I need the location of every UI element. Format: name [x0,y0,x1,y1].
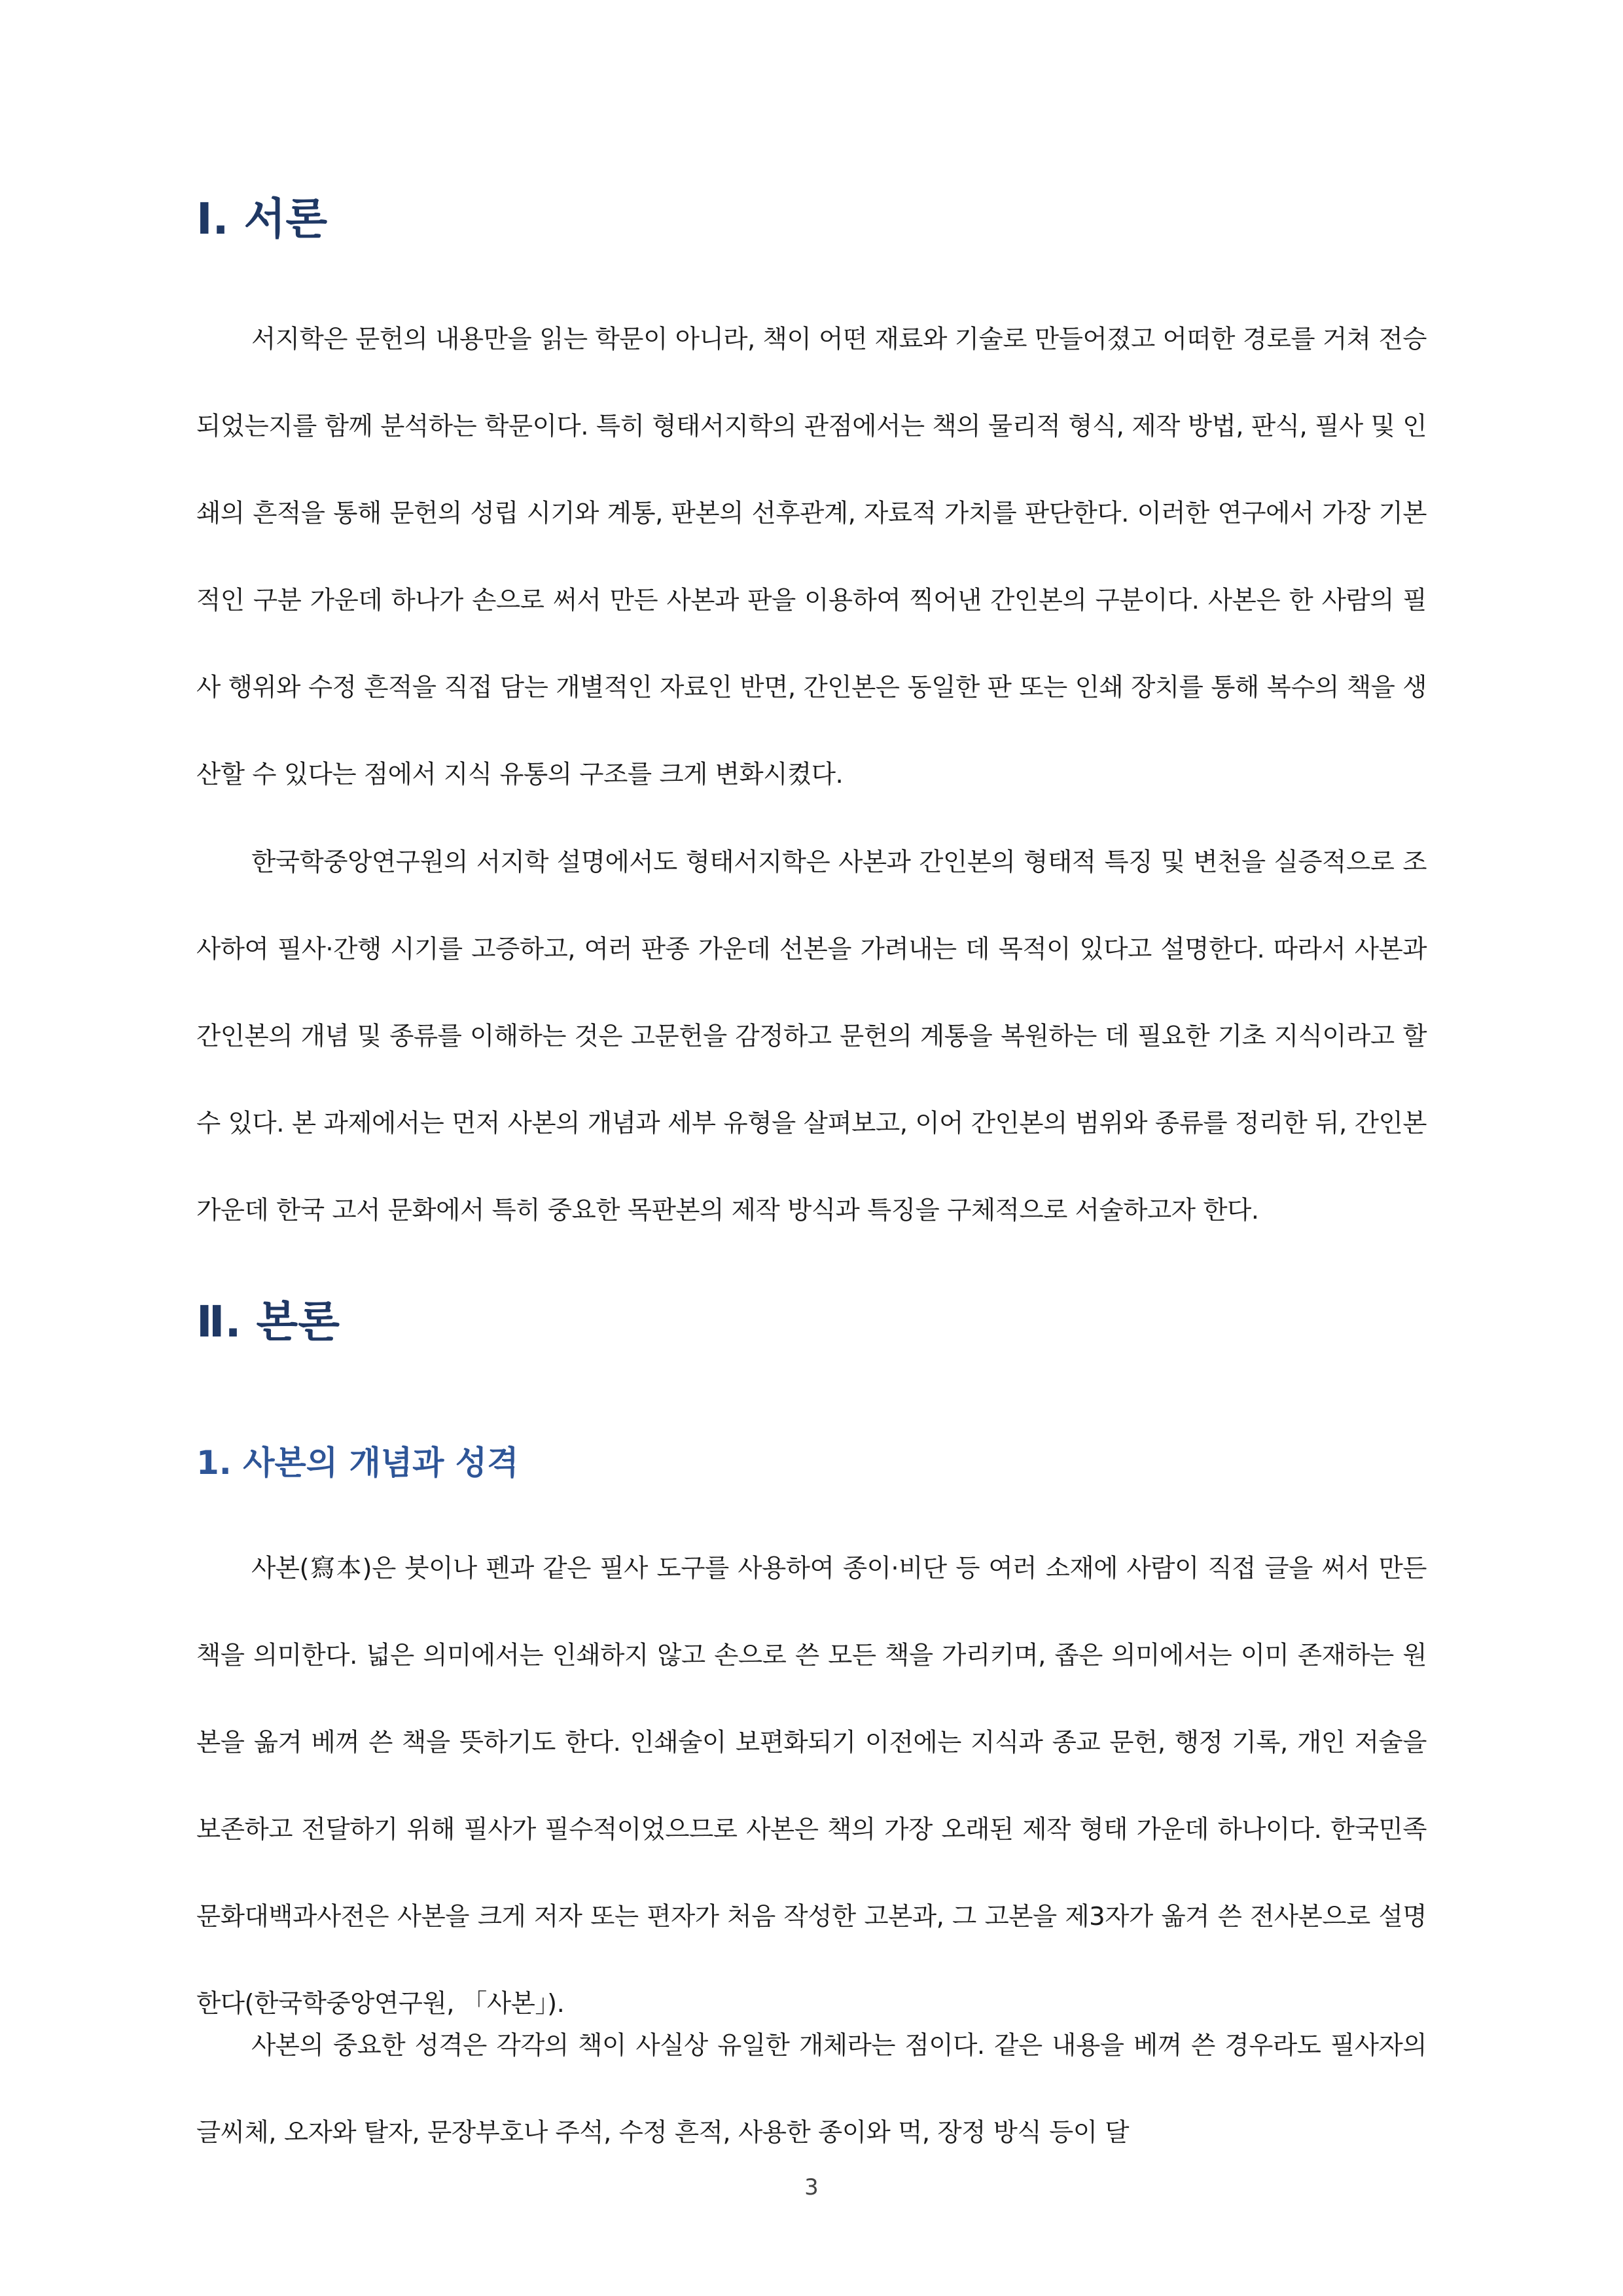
page-number: 3 [804,2174,819,2200]
section-heading-body: Ⅱ. 본론 [196,1297,340,1347]
body-paragraph-2: 사본의 중요한 성격은 각각의 책이 사실상 유일한 개체라는 점이다. 같은 내용을 베껴 쓴 경우라도 필사자의 글씨체, 오자와 탈자, 문장부호나 주석, 수정 흔적, 사용한 종이와 먹, 장정 방식 등이 달 [196,2031,1427,2147]
body-paragraph-1: 사본(寫本)은 붓이나 펜과 같은 필사 도구를 사용하여 종이·비단 등 여러 소재에 사람이 직접 글을 써서 만든 책을 의미한다. 넓은 의미에서는 인쇄하지 않고 손으로 쓴 모든 책을 가리키며, 좁은 의미에서는 이미 존재하는 원본을 옮겨 베껴 쓴 책을 뜻하기도 한다. 인쇄술이 보편화되기 이전에는 지식과 종교 문헌, 행정 기록, 개인 저술을 보존하고 전달하기 위해 필사가 필수적이었으므로 사본은 책의 가장 오래된 제작 형태 가운데 하나이다. 한국민족문화대백과사전은 사본을 크게 저자 또는 편자가 처음 작성한 고본과, 그 고본을 제3자가 옮겨 쓴 전사본으로 설명한다(한국학중앙연구원, 「사본」). [196,1554,1427,2018]
section-heading-introduction: Ⅰ. 서론 [196,194,328,244]
intro-paragraph-2: 한국학중앙연구원의 서지학 설명에서도 형태서지학은 사본과 간인본의 형태적 특징 및 변천을 실증적으로 조사하여 필사·간행 시기를 고증하고, 여러 판종 가운데 선본을 가려내는 데 목적이 있다고 설명한다. 따라서 사본과 간인본의 개념 및 종류를 이해하는 것은 고문헌을 감정하고 문헌의 계통을 복원하는 데 필요한 기초 지식이라고 할 수 있다. 본 과제에서는 먼저 사본의 개념과 세부 유형을 살펴보고, 이어 간인본의 범위와 종류를 정리한 뒤, 간인본 가운데 한국 고서 문화에서 특히 중요한 목판본의 제작 방식과 특징을 구체적으로 서술하고자 한다. [196,848,1427,1225]
subsection-heading-manuscript-concept: 1. 사본의 개념과 성격 [196,1444,519,1482]
intro-paragraph-1: 서지학은 문헌의 내용만을 읽는 학문이 아니라, 책이 어떤 재료와 기술로 만들어졌고 어떠한 경로를 거쳐 전승되었는지를 함께 분석하는 학문이다. 특히 형태서지학의 관점에서는 책의 물리적 형식, 제작 방법, 판식, 필사 및 인쇄의 흔적을 통해 문헌의 성립 시기와 계통, 판본의 선후관계, 자료적 가치를 판단한다. 이러한 연구에서 가장 기본적인 구분 가운데 하나가 손으로 써서 만든 사본과 판을 이용하여 찍어낸 간인본의 구분이다. 사본은 한 사람의 필사 행위와 수정 흔적을 직접 담는 개별적인 자료인 반면, 간인본은 동일한 판 또는 인쇄 장치를 통해 복수의 책을 생산할 수 있다는 점에서 지식 유통의 구조를 크게 변화시켰다. [196,325,1427,789]
